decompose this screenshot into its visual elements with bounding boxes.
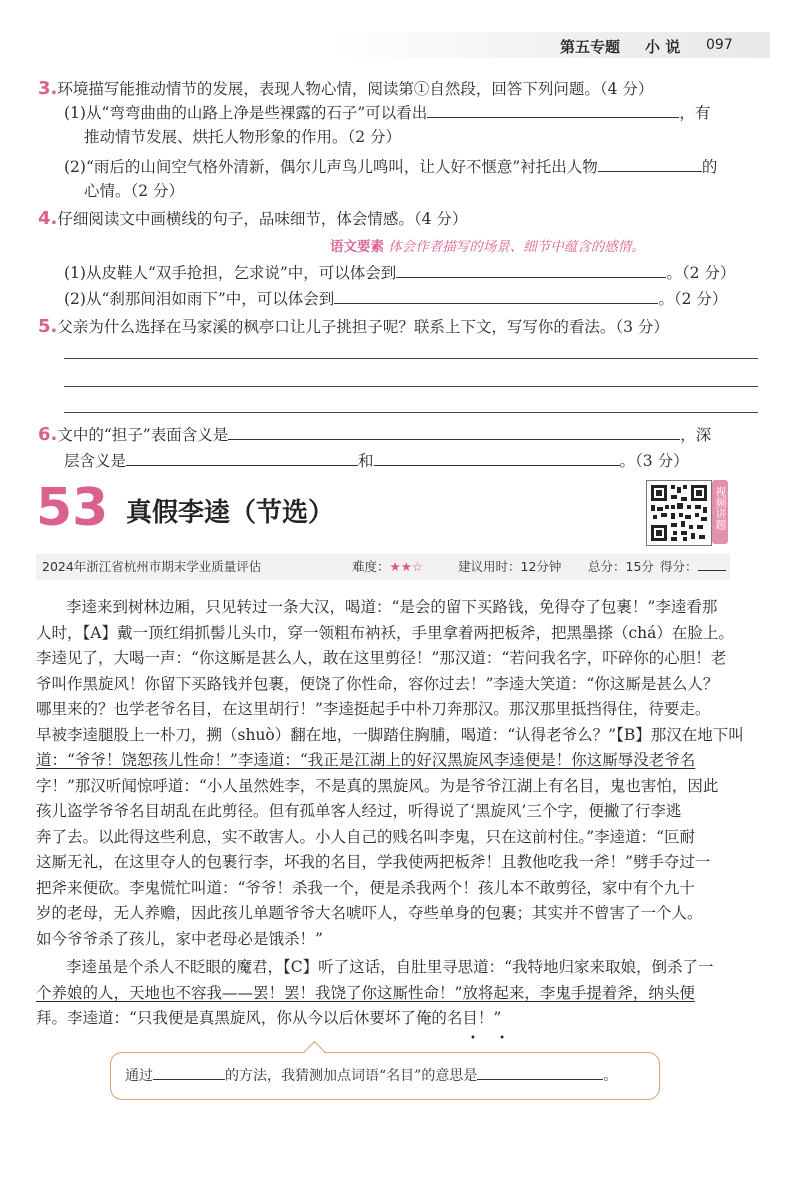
passage-line-underlined: 道：“爷爷！饶恕孩儿性命！”李逵道：“我正是江湖上的好汉黑旋风李逵便是！你这厮辱没老爷名	[36, 751, 696, 769]
passage-line: 岁的老母，无人养赡，因此孩儿单题爷爷大名唬吓人，夺些单身的包裹；其实并不曾害了一个人。	[36, 904, 703, 922]
q4-sub2-text: (2)从“刹那间泪如雨下”中，可以体会到	[64, 290, 335, 308]
article-number: 53	[36, 478, 109, 538]
tip-tag: 语文要素	[330, 239, 384, 255]
passage-line: 李逵来到树林边厢，只见转过一条大汉，喝道：“是会的留下买路钱，免得夺了包裹！”李逵看那	[66, 598, 718, 616]
q6-text-b: ，深	[680, 426, 712, 444]
question-stem: 仔细阅读文中画横线的句子，品味细节，体会情感。（4 分）	[57, 210, 468, 228]
difficulty	[352, 554, 423, 580]
page-number: 097	[706, 37, 733, 53]
callout-text	[125, 1065, 617, 1087]
score-blank[interactable]	[698, 558, 726, 571]
tip-line	[330, 235, 645, 255]
passage-line: 如今爷爷杀了孩儿，家中老母必是饿杀！”	[36, 929, 323, 948]
qr-code[interactable]	[646, 480, 712, 546]
suggested-time: 建议用时：12分钟	[458, 559, 562, 574]
question-number: 4.	[38, 208, 58, 229]
difficulty-stars: ★★☆	[389, 559, 424, 574]
info-bar	[36, 554, 730, 580]
total-score: 总分：15分	[588, 559, 654, 574]
difficulty-label: 难度：	[352, 559, 390, 574]
q6-text-a: 文中的“担子”表面含义是	[57, 426, 229, 444]
header-gradient-bar	[330, 32, 770, 58]
passage-paragraph-1	[36, 595, 760, 952]
answer-blank[interactable]	[153, 1065, 225, 1080]
q3-sub1-text: (1)从“弯弯曲曲的山路上净是些裸露的石子”可以看出	[64, 104, 428, 122]
passage-line: 李逵见了，大喝一声：“你这厮是甚么人，敢在这里剪径！”那汉道：“若问我名字，吓碎你的心胆！老	[36, 649, 727, 667]
question-number: 3.	[38, 78, 58, 99]
passage-paragraph-2	[36, 955, 760, 1032]
answer-line[interactable]	[64, 358, 758, 359]
header-section: 第五专题	[560, 38, 621, 56]
question-stem: 环境描写能推动情节的发展，表现人物心情，阅读第①自然段，回答下列问题。（4 分）	[57, 80, 654, 98]
q3-sub2-text: (2)“雨后的山间空气格外清新，偶尔儿声鸟儿鸣叫，让人好不惬意”衬托出人物	[64, 158, 598, 176]
answer-blank[interactable]	[228, 425, 680, 440]
score-label: 得分：	[660, 559, 698, 574]
q6-text-d: 和	[358, 452, 374, 470]
passage-line-underlined: 个养娘的人，天地也不容我——罢！罢！我饶了你这厮性命！”放将起来，李鬼手提着斧，纳头便	[36, 983, 695, 1002]
score-field	[660, 554, 726, 580]
answer-line[interactable]	[64, 412, 758, 413]
page-header	[0, 28, 800, 62]
answer-blank[interactable]	[126, 451, 358, 466]
q3-sub1-tail: ，有	[679, 104, 711, 122]
qr-label-text: 视频讲题	[714, 486, 727, 530]
article-title: 真假李逵（节选）	[126, 498, 335, 528]
passage-line: 把斧来便砍。李鬼慌忙叫道：“爷爷！杀我一个，便是杀我两个！孩儿本不敢剪径，家中有个九十	[36, 878, 695, 897]
source-text: 2024年浙江省杭州市期末学业质量评估	[42, 559, 262, 574]
question-number: 5.	[38, 316, 58, 337]
question-stem: 父亲为什么选择在马家溪的枫亭口让儿子挑担子呢？联系上下文，写写你的看法。（3 分）	[57, 318, 669, 336]
q3-sub1-cont: 推动情节发展、烘托人物形象的作用。（2 分）	[84, 128, 402, 146]
q4-sub2	[64, 288, 727, 310]
q6-text-e: 。（3 分）	[619, 452, 689, 470]
callout-text-b: 的方法，我猜测加点词语“名目”的意思是	[225, 1068, 478, 1084]
passage-line: 这厮无礼，在这里夺人的包裹行李，坏我的名目，学我使两把板斧！且教他吃我一斧！”劈手夺过一	[36, 853, 711, 871]
qr-label	[712, 480, 728, 544]
question-number: 6.	[38, 424, 58, 445]
passage-line: 字！”那汉听闻惊呼道：“小人虽然姓李，不是真的黑旋风。为是爷爷江湖上有名目，鬼也害怕，因此	[36, 776, 719, 795]
qr-code-icon	[647, 481, 711, 545]
q4-sub1-tail: 。（2 分）	[666, 264, 736, 282]
q3-sub1	[64, 102, 710, 124]
answer-blank[interactable]	[334, 289, 658, 304]
passage-line: 哪里来的？也学老爷名目，在这里胡行！”李逵挺起手中朴刀奔那汉。那汉那里抵挡得住，待要走。	[36, 700, 711, 718]
answer-blank[interactable]	[598, 157, 702, 172]
q3-sub2-cont: 心情。（2 分）	[84, 182, 185, 200]
passage-line: 早被李逵腿股上一朴刀，搠（shuò）翻在地，一脚踏住胸脯，喝道：“认得老爷么？”【B】那汉在地下叫	[36, 725, 744, 744]
answer-blank[interactable]	[427, 103, 679, 118]
answer-blank[interactable]	[374, 451, 620, 466]
question-4	[38, 208, 467, 230]
q4-sub1-text: (1)从皮鞋人“双手抢担，乞求说”中，可以体会到	[64, 264, 397, 282]
passage-line: 李逵虽是个杀人不眨眼的魔君，【C】听了这话，自肚里寻思道：“我特地归家来取娘，倒杀了一	[66, 958, 714, 976]
q4-sub2-tail: 。（2 分）	[658, 290, 728, 308]
q4-sub1	[64, 262, 735, 284]
answer-blank[interactable]	[477, 1065, 603, 1080]
passage-line: 人时，【A】戴一顶红绢抓髻儿头巾，穿一领粗布衲袄，手里拿着两把板斧，把黑墨搽（chá）在脸上。	[36, 623, 734, 642]
passage-line: 孩儿盗学爷爷名目胡乱在此剪径。但有孤单客人经过，听得说了‘黑旋风’三个字，便撇了行李逃	[36, 802, 682, 820]
emphasis-dots: • •	[470, 1033, 515, 1044]
passage-line: 奔了去。以此得这些利息，实不敢害人。小人自己的贱名叫李鬼，只在这前村住。”李逵道：“叵耐	[36, 827, 696, 846]
callout-text-c: 。	[603, 1068, 618, 1084]
header-genre: 小 说	[645, 38, 681, 56]
passage-line: 拜。李逵道：“只我便是真黑旋风，你从今以后休要坏了俺的名目！”	[36, 1009, 502, 1027]
question-3	[38, 78, 653, 100]
callout-box	[110, 1052, 660, 1100]
answer-blank[interactable]	[396, 263, 666, 278]
question-5	[38, 316, 669, 338]
callout-text-a: 通过	[125, 1068, 153, 1084]
answer-line[interactable]	[64, 386, 758, 387]
q3-sub2	[64, 156, 717, 178]
passage-line: 爷叫作黑旋风！你留下买路钱并包裹，便饶了你性命，容你过去！”李逵大笑道：“你这厮是甚么人？	[36, 674, 719, 693]
tip-text: 体会作者描写的场景、细节中蕴含的感情。	[388, 239, 645, 255]
q6-text-c: 层含义是	[64, 452, 127, 470]
question-6	[38, 424, 711, 446]
q6-cont	[64, 450, 689, 472]
q3-sub2-tail: 的	[701, 158, 718, 176]
callout-pointer	[304, 1041, 325, 1062]
